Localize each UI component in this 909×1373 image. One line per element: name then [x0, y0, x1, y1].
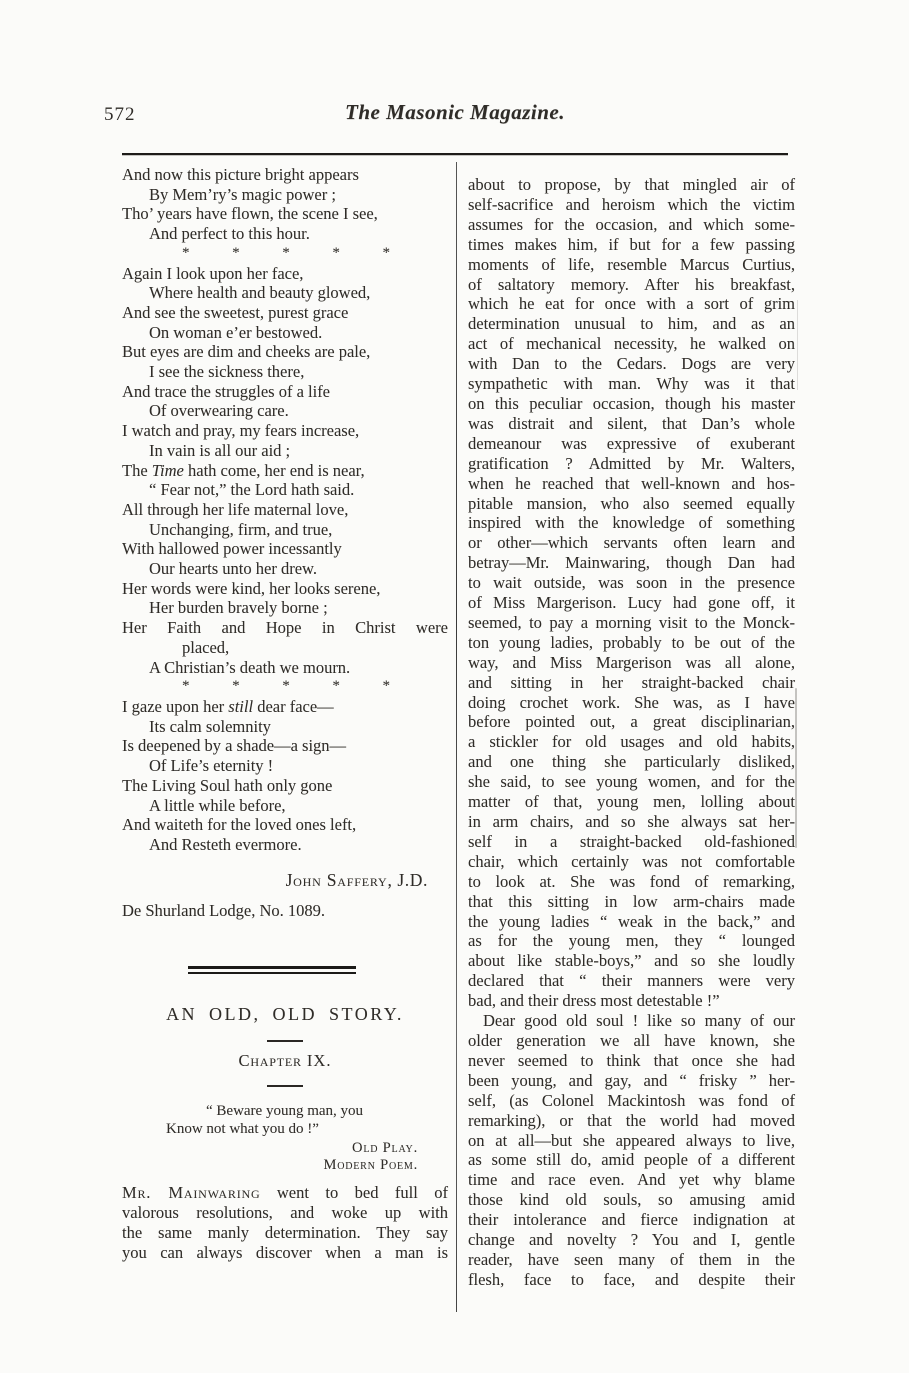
prose-line: Mr. Mainwaring went to bed full of: [122, 1183, 449, 1203]
prose-line: in arm chairs, and so she always sat her-: [468, 812, 795, 831]
prose-line: and sitting in her straight-backed chair: [468, 672, 795, 692]
magazine-title: The Masonic Magazine.: [345, 100, 565, 124]
prose-line: gratification ? Admitted by Mr. Walters,: [468, 453, 795, 473]
poem-line: But eyes are dim and cheeks are pale,: [122, 342, 371, 362]
prose-line: that this sitting in low arm-chairs made: [468, 891, 795, 911]
prose-line: was distrait and silent, that Dan’s whole: [468, 413, 795, 433]
poem-line: Of overwearing care.: [149, 401, 289, 421]
prose-line: way, and Miss Margerison was all alone,: [468, 652, 795, 672]
prose-line: never seemed to think that once she had: [468, 1050, 795, 1070]
prose-line: their intolerance and fierce indignation at: [468, 1210, 795, 1230]
poem-line: Her burden bravely borne ;: [149, 598, 328, 618]
prose-line: doing crochet work. She was, as I have: [468, 692, 795, 712]
prose-line: the same manly determination. They say: [122, 1222, 448, 1242]
prose-line: self-sacrifice and heroism which the victim: [468, 194, 795, 214]
prose-line: you can always discover when a man is: [122, 1242, 448, 1262]
column-divider-rule: [456, 162, 457, 1312]
poem-line: I see the sickness there,: [149, 362, 305, 382]
prose-line: moments of life, resemble Marcus Curtius,: [468, 254, 795, 274]
prose-line: a stickler for old usages and old habits,: [468, 732, 795, 752]
prose-line: betray—Mr. Mainwaring, though Dan had: [468, 553, 795, 573]
poem-line: Is deepened by a shade—a sign—: [122, 736, 347, 756]
prose-line: about to propose, by that mingled air of: [468, 175, 795, 194]
prose-line: on at all—but she appeared always to live,: [468, 1130, 795, 1150]
prose-line: valorous resolutions, and woke up with: [122, 1203, 448, 1223]
prose-line: sympathetic with man. Why was it that: [468, 374, 795, 394]
prose-line: she said, to see young women, and for the: [468, 772, 795, 792]
epigraph-line: “ Beware young man, you: [206, 1103, 364, 1120]
prose-line: when he reached that well-known and hos-: [468, 473, 795, 493]
poem-line: And perfect to this hour.: [149, 224, 310, 244]
prose-line: seemed, to pay a morning visit to the Monck-: [468, 612, 795, 632]
prose-line: older generation we all have known, she: [468, 1030, 795, 1050]
prose-line: act of mechanical necessity, he walked on: [468, 334, 795, 354]
chapter-heading: Chapter IX.: [238, 1050, 332, 1070]
poem-line: Her words were kind, her looks serene,: [122, 578, 381, 598]
prose-line: self in a straight-backed old-fashioned: [468, 831, 795, 851]
prose-line: and one thing she particularly disliked,: [468, 752, 795, 772]
prose-line: about like stable-boys,” and so she loudly: [468, 951, 795, 971]
poem-line: In vain is all our aid ;: [149, 440, 291, 460]
prose-line: inspired with the knowledge of something: [468, 513, 795, 533]
prose-line: which he eat for once with a sort of grim: [468, 294, 795, 314]
prose-line: those kind old souls, so amusing amid: [468, 1190, 795, 1210]
prose-line: bad, and their dress most detestable !”: [468, 991, 720, 1011]
asterisk-separator: * * * * *: [182, 244, 390, 261]
poem-line: The Living Soul hath only gone: [122, 775, 333, 795]
poem-line: I watch and pray, my fears increase,: [122, 421, 360, 441]
prose-line: ton young ladies, probably to be out of the: [468, 632, 795, 652]
poem-line: By Mem’ry’s magic power ;: [149, 184, 336, 204]
prose-line: as some still do, amid people of a different: [468, 1150, 795, 1170]
lodge-line: De Shurland Lodge, No. 1089.: [122, 901, 326, 921]
poem-line: And now this picture bright appears: [122, 165, 359, 184]
poem-line: And see the sweetest, purest grace: [122, 302, 349, 322]
epigraph-line: Know not what you do !”: [166, 1121, 319, 1138]
right-column: [468, 165, 795, 1290]
scan-artifact: [795, 688, 797, 848]
dash-divider: [267, 1040, 303, 1042]
story-opening-paragraph: [122, 1183, 448, 1262]
poem-line: And trace the struggles of a life: [122, 381, 331, 401]
running-head: [104, 100, 788, 136]
prose-line: been young, and gay, and “ frisky ” her-: [468, 1070, 795, 1090]
prose-line: reader, have seen many of them in the: [468, 1249, 795, 1269]
page-number: 572: [104, 104, 136, 125]
prose-line: declared that “ their manners were very: [468, 971, 795, 991]
poem-line: “ Fear not,” the Lord hath said.: [149, 480, 355, 500]
poem-line: Her Faith and Hope in Christ were: [122, 618, 448, 638]
prose-line: or other—which servants often learn and: [468, 533, 795, 553]
poem-line: Again I look upon her face,: [122, 263, 304, 283]
asterisk-separator: * * * * *: [182, 678, 390, 695]
prose-line: to wait outside, was soon in the presence: [468, 573, 795, 593]
prose-line: before pointed out, a great disciplinarian,: [468, 712, 795, 732]
poem-line: And waiteth for the loved ones left,: [122, 815, 357, 835]
prose-line: of Miss Margerison. Lucy had gone off, it: [468, 593, 795, 613]
prose-line: Dear good old soul ! like so many of our: [483, 1011, 795, 1031]
poem-line: placed,: [182, 637, 230, 657]
poem: [122, 165, 448, 855]
left-column: [122, 165, 448, 1262]
prose-line: self, (as Colonel Mackintosh was fond of: [468, 1090, 795, 1110]
prose-line: matter of that, young men, lolling about: [468, 792, 795, 812]
prose-line: remarking), or that the world had moved: [468, 1110, 795, 1130]
prose-line: the young ladies “ weak in the back,” and: [468, 911, 795, 931]
prose-line: to look at. She was fond of remarking,: [468, 871, 795, 891]
header-rule: [122, 153, 788, 155]
prose-line: pitable mansion, who also seemed equally: [468, 493, 795, 513]
poem-signature: John Saffery, J.D.: [285, 869, 428, 890]
story-title: AN OLD, OLD STORY.: [166, 1004, 404, 1025]
poem-line: Tho’ years have flown, the scene I see,: [122, 204, 378, 224]
second-paragraph: [468, 1011, 795, 1290]
prose-line: with Dan to the Cedars. Dogs are very: [468, 354, 795, 374]
epigraph: [122, 1102, 448, 1138]
scan-artifact: [797, 300, 798, 390]
poem-line: With hallowed power incessantly: [122, 539, 342, 559]
prose-line: determination unusual to him, and as an: [468, 314, 795, 334]
poem-line: Where health and beauty glowed,: [149, 283, 371, 303]
poem-line: The Time hath come, her end is near,: [122, 460, 365, 480]
prose-line: as for the young men, they “ lounged: [468, 931, 795, 951]
prose-line: time and race even. And yet why blame: [468, 1170, 795, 1190]
poem-line: Of Life’s eternity !: [149, 756, 274, 776]
continuation-paragraph: [468, 175, 795, 1011]
poem-line: A Christian’s death we mourn.: [149, 657, 351, 677]
attribution-line: Old Play.: [352, 1140, 418, 1157]
prose-line: change and novelty ? You and I, gentle: [468, 1230, 795, 1250]
poem-line: On woman e’er bestowed.: [149, 322, 323, 342]
poem-line: I gaze upon her still dear face—: [122, 696, 334, 716]
prose-line: times makes him, if but for a few passing: [468, 234, 795, 254]
prose-line: chair, which certainly was not comfortable: [468, 851, 795, 871]
poem-line: A little while before,: [149, 795, 286, 815]
epigraph-attributions: [122, 1140, 448, 1173]
poem-line: All through her life maternal love,: [122, 499, 349, 519]
poem-line: Unchanging, firm, and true,: [149, 519, 333, 539]
poem-line: Its calm solemnity: [149, 716, 271, 736]
prose-line: assumes for the occasion, and which some-: [468, 214, 795, 234]
poem-line: Our hearts unto her drew.: [149, 559, 317, 579]
poem-line: And Resteth evermore.: [149, 834, 302, 854]
dash-divider: [267, 1085, 303, 1087]
prose-line: flesh, face to face, and despite their: [468, 1269, 795, 1289]
prose-line: on this peculiar occasion, though his master: [468, 393, 795, 413]
section-divider-double-rule: [188, 966, 356, 974]
prose-line: of saltatory memory. After his breakfast,: [468, 274, 795, 294]
prose-line: demeanour was expressive of exuberant: [468, 433, 795, 453]
attribution-line: Modern Poem.: [323, 1156, 418, 1173]
